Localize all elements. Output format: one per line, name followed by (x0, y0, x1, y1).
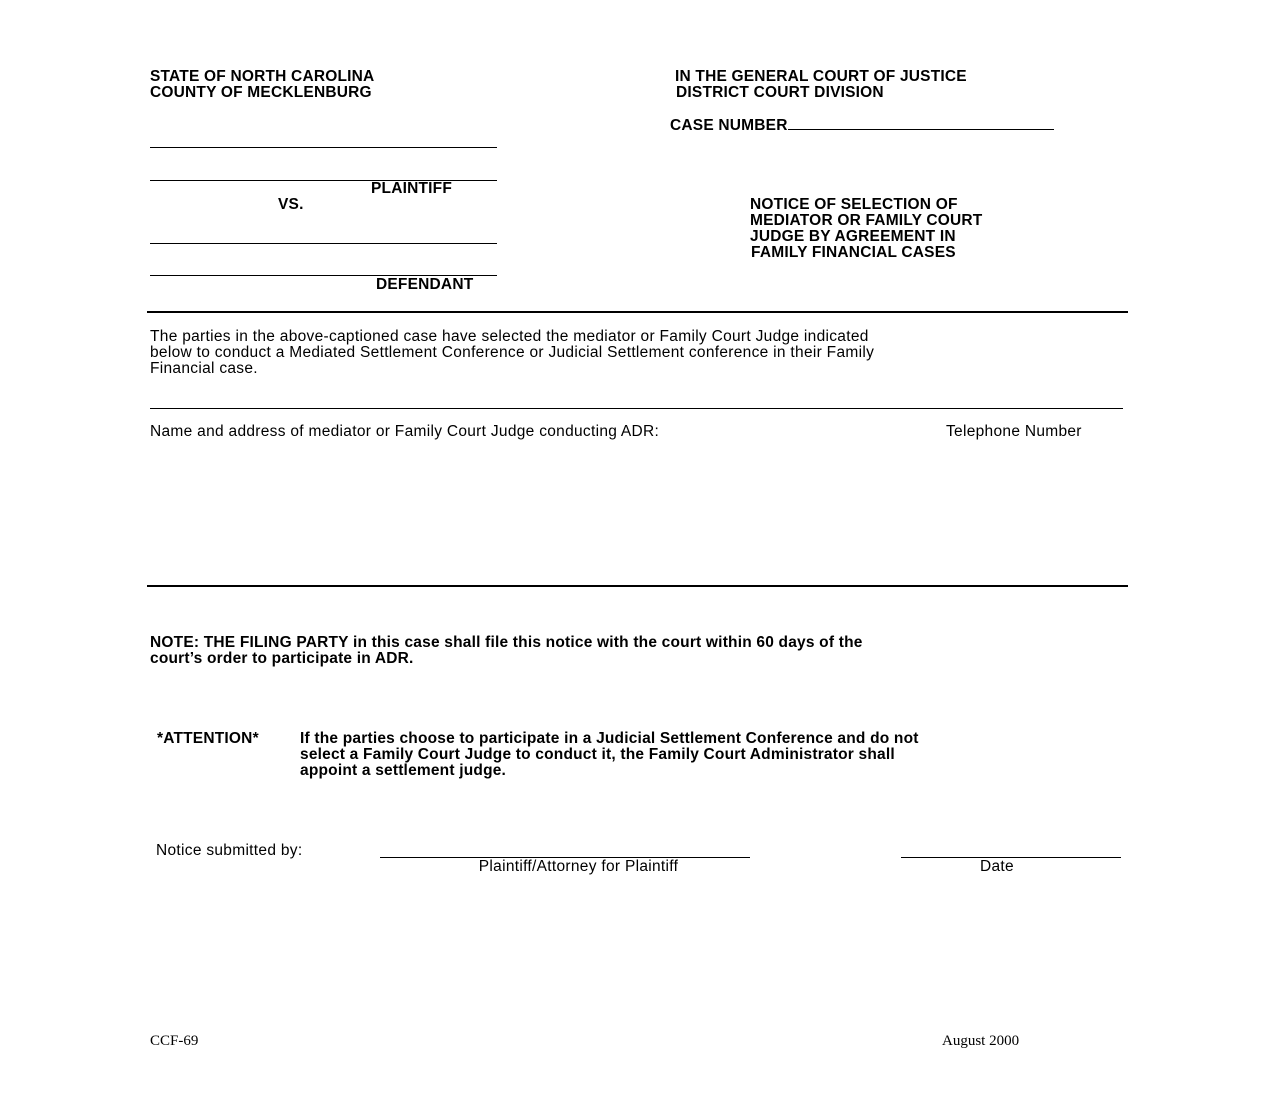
division-heading: DISTRICT COURT DIVISION (676, 84, 884, 101)
plaintiff-attorney-label: Plaintiff/Attorney for Plaintiff (478, 858, 679, 875)
date-label: Date (980, 858, 1014, 875)
form-number: CCF-69 (150, 1033, 199, 1049)
attention-label: *ATTENTION* (157, 730, 259, 747)
name-address-area[interactable] (150, 445, 1125, 580)
defendant-name-line-1[interactable] (150, 243, 497, 244)
section-divider-bottom (147, 585, 1128, 587)
intro-line-1: The parties in the above-captioned case have selected the mediator or Family Court Judge indicated (150, 328, 869, 345)
case-number-row (670, 117, 1054, 134)
note-line-1: NOTE: THE FILING PARTY in this case shall file this notice with the court within 60 days of the (150, 634, 863, 651)
form-title-line-4: FAMILY FINANCIAL CASES (751, 244, 956, 261)
attention-line-3: appoint a settlement judge. (300, 762, 507, 779)
defendant-label: DEFENDANT (376, 276, 474, 293)
mediator-selection-line[interactable] (150, 408, 1123, 409)
intro-line-2: below to conduct a Mediated Settlement Conference or Judicial Settlement conference in their Family (150, 344, 875, 361)
attention-line-1: If the parties choose to participate in a Judicial Settlement Conference and do not (300, 730, 919, 747)
plaintiff-name-line-1[interactable] (150, 147, 497, 148)
submitted-by-label: Notice submitted by: (156, 842, 303, 859)
state-heading: STATE OF NORTH CAROLINA (150, 68, 375, 85)
form-title-line-2: MEDIATOR OR FAMILY COURT (750, 212, 983, 229)
attention-line-2: select a Family Court Judge to conduct it, the Family Court Administrator shall (300, 746, 895, 763)
form-revision-date: August 2000 (942, 1033, 1020, 1049)
form-title-line-1: NOTICE OF SELECTION OF (750, 196, 958, 213)
section-divider-top (147, 311, 1128, 313)
note-line-2: court’s order to participate in ADR. (150, 650, 414, 667)
telephone-label: Telephone Number (946, 423, 1082, 440)
name-address-label: Name and address of mediator or Family Court Judge conducting ADR: (150, 423, 660, 440)
form-title-line-3: JUDGE BY AGREEMENT IN (750, 228, 956, 245)
case-number-label: CASE NUMBER (670, 117, 788, 134)
court-heading: IN THE GENERAL COURT OF JUSTICE (675, 68, 967, 85)
intro-line-3: Financial case. (150, 360, 258, 377)
vs-label: VS. (278, 196, 304, 213)
plaintiff-label: PLAINTIFF (371, 180, 453, 197)
case-number-field[interactable] (788, 117, 1054, 130)
county-heading: COUNTY OF MECKLENBURG (150, 84, 372, 101)
